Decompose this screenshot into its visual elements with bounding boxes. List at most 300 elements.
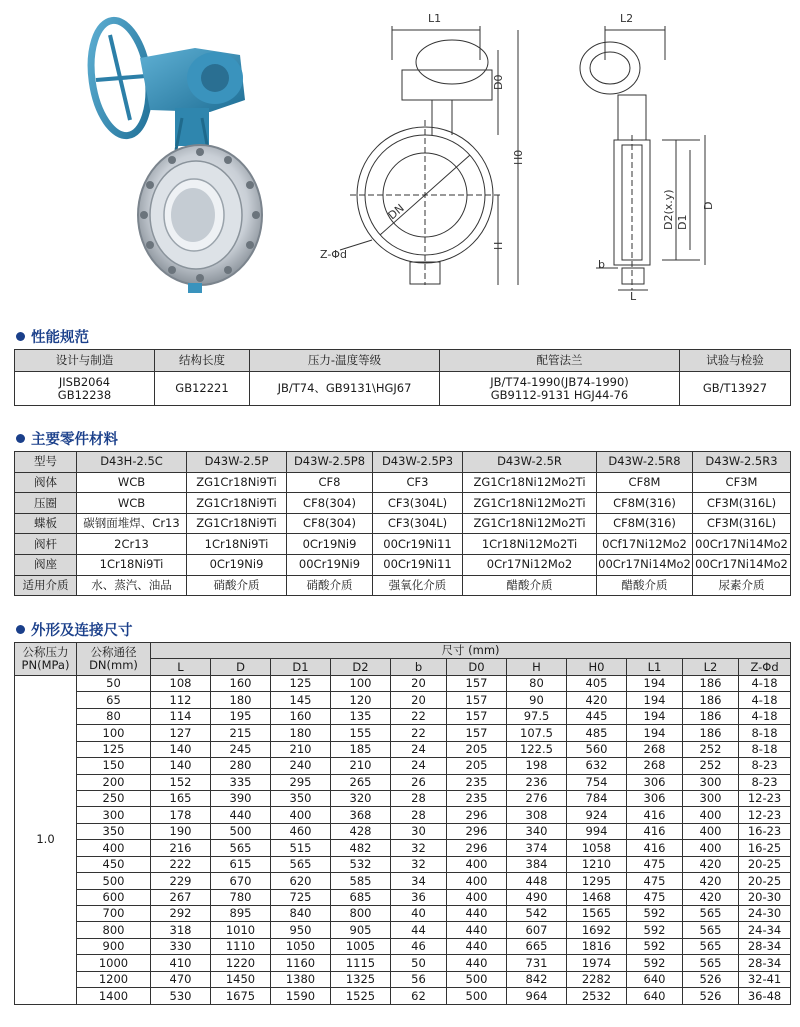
- dimension-cell: 97.5: [507, 708, 567, 724]
- dimension-cell: 12-23: [739, 790, 791, 806]
- dimension-cell: 1450: [211, 971, 271, 987]
- dimensions-row: [15, 741, 791, 757]
- materials-row: [15, 554, 791, 575]
- dimension-cell: 1565: [567, 906, 627, 922]
- dimension-cell: 240: [271, 758, 331, 774]
- materials-part-name: 阀座: [15, 554, 77, 575]
- dimension-cell: 994: [567, 823, 627, 839]
- dimension-cell: 1058: [567, 840, 627, 856]
- materials-cell: 1Cr18Ni9Ti: [187, 534, 287, 555]
- dimension-cell: 592: [627, 955, 683, 971]
- label-H: H: [492, 241, 505, 250]
- dimensions-row: [15, 758, 791, 774]
- dimension-cell: 1380: [271, 971, 331, 987]
- dimension-cell: 420: [683, 873, 739, 889]
- dimension-cell: 420: [567, 692, 627, 708]
- dimension-cell: 28-34: [739, 938, 791, 954]
- dimension-cell: 4-18: [739, 692, 791, 708]
- section-title-text: 主要零件材料: [31, 432, 118, 448]
- dimension-cell: 108: [151, 675, 211, 691]
- dimension-cell: 306: [627, 790, 683, 806]
- dn-value: 80: [77, 708, 151, 724]
- dimension-cell: 186: [683, 675, 739, 691]
- dimension-cell: 1210: [567, 856, 627, 872]
- dimension-column-header: D2: [331, 659, 391, 675]
- section-title-dimensions: [16, 619, 133, 640]
- dimension-cell: 1325: [331, 971, 391, 987]
- dimension-cell: 26: [391, 774, 447, 790]
- gearbox-icon: [140, 48, 245, 150]
- dimension-column-header: D0: [447, 659, 507, 675]
- dimension-cell: 400: [447, 856, 507, 872]
- materials-cell: ZG1Cr18Ni9Ti: [187, 513, 287, 534]
- dimension-column-header: L2: [683, 659, 739, 675]
- dimension-cell: 1692: [567, 922, 627, 938]
- materials-header-row: [15, 452, 791, 473]
- materials-cell: 0Cr17Ni12Mo2: [463, 554, 597, 575]
- materials-part-name: 蝶板: [15, 513, 77, 534]
- dimension-cell: 222: [151, 856, 211, 872]
- dimension-cell: 330: [151, 938, 211, 954]
- materials-cell: CF3(304L): [373, 493, 463, 514]
- dimension-column-header: D: [211, 659, 271, 675]
- dimension-cell: 485: [567, 725, 627, 741]
- dimensions-row: [15, 675, 791, 691]
- dimension-cell: 36-48: [739, 988, 791, 1004]
- dimension-cell: 127: [151, 725, 211, 741]
- materials-cell: 0Cr19Ni9: [287, 534, 373, 555]
- dn-value: 500: [77, 873, 151, 889]
- dimension-column-header: L: [151, 659, 211, 675]
- spec-cell: JISB2064 GB12238: [15, 372, 155, 406]
- dimension-cell: 440: [211, 807, 271, 823]
- materials-header-cell: D43H-2.5C: [77, 452, 187, 473]
- dimension-cell: 235: [447, 790, 507, 806]
- dimensions-row: [15, 889, 791, 905]
- materials-row: [15, 493, 791, 514]
- dimension-cell: 440: [447, 955, 507, 971]
- dimension-cell: 400: [271, 807, 331, 823]
- dimension-cell: 400: [683, 840, 739, 856]
- materials-cell: 00Cr19Ni11: [373, 554, 463, 575]
- materials-cell: CF8(304): [287, 493, 373, 514]
- dimension-cell: 195: [211, 708, 271, 724]
- materials-header-cell: D43W-2.5P: [187, 452, 287, 473]
- dimension-cell: 198: [507, 758, 567, 774]
- dimension-cell: 180: [271, 725, 331, 741]
- materials-part-name: 适用介质: [15, 575, 77, 596]
- dimension-cell: 800: [331, 906, 391, 922]
- dimension-cell: 80: [507, 675, 567, 691]
- dimension-cell: 632: [567, 758, 627, 774]
- dimension-cell: 640: [627, 988, 683, 1004]
- dimension-cell: 28: [391, 807, 447, 823]
- materials-cell: WCB: [77, 472, 187, 493]
- dimension-column-header: H: [507, 659, 567, 675]
- dimension-cell: 440: [447, 922, 507, 938]
- dimension-cell: 620: [271, 873, 331, 889]
- dimension-cell: 526: [683, 971, 739, 987]
- materials-cell: 2Cr13: [77, 534, 187, 555]
- materials-header-cell: D43W-2.5P8: [287, 452, 373, 473]
- dimension-cell: 1974: [567, 955, 627, 971]
- dimension-cell: 160: [271, 708, 331, 724]
- dimensions-row: [15, 840, 791, 856]
- dimensions-row: [15, 823, 791, 839]
- dimension-cell: 300: [683, 774, 739, 790]
- dimension-cell: 205: [447, 741, 507, 757]
- dimension-cell: 135: [331, 708, 391, 724]
- spec-header-cell: 结构长度: [155, 350, 250, 372]
- dn-value: 900: [77, 938, 151, 954]
- dimension-cell: 410: [151, 955, 211, 971]
- dimension-cell: 320: [331, 790, 391, 806]
- dimension-cell: 1816: [567, 938, 627, 954]
- dimension-cell: 500: [447, 988, 507, 1004]
- dimension-cell: 368: [331, 807, 391, 823]
- dimensions-row: [15, 938, 791, 954]
- valve-body-icon: [138, 145, 262, 293]
- dn-value: 700: [77, 906, 151, 922]
- dimension-cell: 140: [151, 758, 211, 774]
- dimension-cell: 400: [683, 823, 739, 839]
- dimension-cell: 607: [507, 922, 567, 938]
- bullet-icon: [16, 332, 25, 341]
- spec-data-row: [15, 372, 791, 406]
- dimension-cell: 296: [447, 807, 507, 823]
- materials-cell: 强氧化介质: [373, 575, 463, 596]
- dimension-column-header: H0: [567, 659, 627, 675]
- label-D1: D1: [676, 214, 689, 230]
- dimensions-row: [15, 790, 791, 806]
- dimensions-row: [15, 692, 791, 708]
- dimension-cell: 470: [151, 971, 211, 987]
- dimension-cell: 1525: [331, 988, 391, 1004]
- dimension-cell: 229: [151, 873, 211, 889]
- dimension-cell: 20-30: [739, 889, 791, 905]
- dimension-cell: 1160: [271, 955, 331, 971]
- dimension-cell: 186: [683, 708, 739, 724]
- dimension-cell: 20-25: [739, 873, 791, 889]
- dn-value: 250: [77, 790, 151, 806]
- dimension-cell: 46: [391, 938, 447, 954]
- dimension-cell: 565: [683, 955, 739, 971]
- materials-table: [14, 451, 791, 596]
- dimension-cell: 194: [627, 725, 683, 741]
- dimension-cell: 384: [507, 856, 567, 872]
- dimensions-row: [15, 708, 791, 724]
- dimension-column-header: D1: [271, 659, 331, 675]
- dimension-cell: 186: [683, 692, 739, 708]
- dimension-cell: 416: [627, 807, 683, 823]
- dimension-cell: 416: [627, 823, 683, 839]
- dimension-cell: 56: [391, 971, 447, 987]
- dimension-cell: 1468: [567, 889, 627, 905]
- dimensions-row: [15, 807, 791, 823]
- dimension-cell: 22: [391, 725, 447, 741]
- dimension-cell: 190: [151, 823, 211, 839]
- dn-value: 350: [77, 823, 151, 839]
- dimension-cell: 24: [391, 758, 447, 774]
- materials-cell: CF3M(316L): [693, 493, 791, 514]
- dimensions-row: [15, 922, 791, 938]
- dimension-cell: 155: [331, 725, 391, 741]
- dimension-cell: 2282: [567, 971, 627, 987]
- dimension-cell: 670: [211, 873, 271, 889]
- dimensions-row: [15, 873, 791, 889]
- dimension-cell: 4-18: [739, 708, 791, 724]
- dimension-cell: 428: [331, 823, 391, 839]
- materials-cell: ZG1Cr18Ni12Mo2Ti: [463, 513, 597, 534]
- dimension-cell: 178: [151, 807, 211, 823]
- materials-cell: CF8M(316): [597, 513, 693, 534]
- spec-cell: GB12221: [155, 372, 250, 406]
- materials-cell: CF8M: [597, 472, 693, 493]
- label-Z-d: Z-Φd: [320, 248, 347, 261]
- dimension-cell: 296: [447, 823, 507, 839]
- dimension-cell: 2532: [567, 988, 627, 1004]
- materials-header-cell: D43W-2.5R: [463, 452, 597, 473]
- dimension-cell: 210: [331, 758, 391, 774]
- dimension-cell: 400: [447, 889, 507, 905]
- dimension-cell: 292: [151, 906, 211, 922]
- label-D2xy: D2(x.y): [662, 189, 675, 230]
- label-D: D: [702, 201, 715, 210]
- materials-cell: CF3M: [693, 472, 791, 493]
- label-DN: DN: [385, 201, 407, 223]
- dimension-cell: 50: [391, 955, 447, 971]
- label-L2: L2: [620, 12, 634, 25]
- spec-table: [14, 349, 791, 406]
- materials-cell: 0Cr19Ni9: [187, 554, 287, 575]
- dimension-cell: 565: [683, 906, 739, 922]
- materials-row: [15, 513, 791, 534]
- dimension-cell: 112: [151, 692, 211, 708]
- dn-value: 200: [77, 774, 151, 790]
- dimension-cell: 28: [391, 790, 447, 806]
- dimension-cell: 205: [447, 758, 507, 774]
- dimension-cell: 267: [151, 889, 211, 905]
- label-L1: L1: [428, 12, 442, 25]
- dimension-cell: 390: [211, 790, 271, 806]
- dimension-cell: 36: [391, 889, 447, 905]
- dimension-cell: 276: [507, 790, 567, 806]
- dimension-cell: 236: [507, 774, 567, 790]
- dimension-cell: 1115: [331, 955, 391, 971]
- dimension-cell: 160: [211, 675, 271, 691]
- dimension-cell: 252: [683, 741, 739, 757]
- dimension-cell: 1010: [211, 922, 271, 938]
- dn-value: 400: [77, 840, 151, 856]
- materials-cell: 00Cr19Ni9: [287, 554, 373, 575]
- dimension-cell: 500: [447, 971, 507, 987]
- materials-cell: ZG1Cr18Ni9Ti: [187, 472, 287, 493]
- materials-cell: CF3(304L): [373, 513, 463, 534]
- dimension-cell: 440: [447, 938, 507, 954]
- dimension-cell: 16-25: [739, 840, 791, 856]
- dn-value: 150: [77, 758, 151, 774]
- dimension-cell: 194: [627, 692, 683, 708]
- dimension-cell: 34: [391, 873, 447, 889]
- section-title-text: 性能规范: [31, 330, 89, 346]
- materials-cell: CF8: [287, 472, 373, 493]
- dimensions-row: [15, 774, 791, 790]
- dn-value: 65: [77, 692, 151, 708]
- dimension-cell: 340: [507, 823, 567, 839]
- dimension-cell: 210: [271, 741, 331, 757]
- dimension-cell: 526: [683, 988, 739, 1004]
- dimension-cell: 32: [391, 856, 447, 872]
- dimension-column-header: b: [391, 659, 447, 675]
- label-b: b: [598, 258, 605, 271]
- dimension-cell: 731: [507, 955, 567, 971]
- valve-photo: [0, 0, 800, 305]
- materials-cell: 醋酸介质: [463, 575, 597, 596]
- dimension-cell: 405: [567, 675, 627, 691]
- dimension-cell: 1675: [211, 988, 271, 1004]
- dimension-cell: 165: [151, 790, 211, 806]
- dimension-cell: 32-41: [739, 971, 791, 987]
- materials-part-name: 压圈: [15, 493, 77, 514]
- dimension-cell: 592: [627, 938, 683, 954]
- spec-cell: JB/T74-1990(JB74-1990) GB9112-9131 HGJ44-76: [440, 372, 680, 406]
- dimension-cell: 245: [211, 741, 271, 757]
- dn-value: 600: [77, 889, 151, 905]
- dimension-cell: 62: [391, 988, 447, 1004]
- dn-value: 50: [77, 675, 151, 691]
- dimension-cell: 194: [627, 708, 683, 724]
- dimension-cell: 565: [683, 922, 739, 938]
- dimension-cell: 22: [391, 708, 447, 724]
- dimension-cell: 40: [391, 906, 447, 922]
- dimension-cell: 280: [211, 758, 271, 774]
- dimensions-row: [15, 906, 791, 922]
- dimension-cell: 754: [567, 774, 627, 790]
- section-title-materials: [16, 428, 118, 449]
- materials-header-cell: D43W-2.5P3: [373, 452, 463, 473]
- spec-cell: JB/T74、GB9131\HGJ67: [250, 372, 440, 406]
- dimension-cell: 12-23: [739, 807, 791, 823]
- dimension-cell: 842: [507, 971, 567, 987]
- dimensions-table: [14, 642, 791, 1005]
- dimension-cell: 640: [627, 971, 683, 987]
- dimension-cell: 24: [391, 741, 447, 757]
- dimension-cell: 100: [331, 675, 391, 691]
- materials-cell: ZG1Cr18Ni12Mo2Ti: [463, 493, 597, 514]
- pn-value: 1.0: [15, 675, 77, 1004]
- dimension-cell: 420: [683, 889, 739, 905]
- materials-cell: CF3M(316L): [693, 513, 791, 534]
- materials-cell: CF8M(316): [597, 493, 693, 514]
- materials-cell: 醋酸介质: [597, 575, 693, 596]
- dimension-cell: 152: [151, 774, 211, 790]
- dimension-cell: 475: [627, 889, 683, 905]
- materials-cell: 尿素介质: [693, 575, 791, 596]
- dimension-cell: 180: [211, 692, 271, 708]
- materials-cell: 水、蒸汽、油品: [77, 575, 187, 596]
- dimension-cell: 44: [391, 922, 447, 938]
- dimension-cell: 306: [627, 774, 683, 790]
- dimension-cell: 265: [331, 774, 391, 790]
- dimension-cell: 194: [627, 675, 683, 691]
- materials-cell: 硝酸介质: [187, 575, 287, 596]
- dimension-cell: 20: [391, 692, 447, 708]
- dimension-cell: 252: [683, 758, 739, 774]
- dimension-cell: 125: [271, 675, 331, 691]
- bullet-icon: [16, 625, 25, 634]
- dimension-cell: 24-34: [739, 922, 791, 938]
- materials-cell: 碳钢面堆焊、Cr13: [77, 513, 187, 534]
- materials-cell: ZG1Cr18Ni12Mo2Ti: [463, 472, 597, 493]
- dimension-cell: 400: [447, 873, 507, 889]
- materials-cell: 00Cr19Ni11: [373, 534, 463, 555]
- materials-cell: 硝酸介质: [287, 575, 373, 596]
- dimension-cell: 565: [211, 840, 271, 856]
- dimension-cell: 475: [627, 873, 683, 889]
- materials-header-cell: 型号: [15, 452, 77, 473]
- dimension-cell: 235: [447, 774, 507, 790]
- dimension-cell: 8-23: [739, 758, 791, 774]
- dimension-cell: 592: [627, 922, 683, 938]
- dimension-cell: 560: [567, 741, 627, 757]
- section-title-text: 外形及连接尺寸: [31, 623, 133, 639]
- dn-header: 公称通径 DN(mm): [77, 643, 151, 676]
- dimension-column-header: Z-Φd: [739, 659, 791, 675]
- dimension-cell: 318: [151, 922, 211, 938]
- dimension-cell: 157: [447, 692, 507, 708]
- dimension-cell: 24-30: [739, 906, 791, 922]
- dimension-cell: 1220: [211, 955, 271, 971]
- dn-value: 100: [77, 725, 151, 741]
- dimension-cell: 8-23: [739, 774, 791, 790]
- dimension-cell: 1110: [211, 938, 271, 954]
- materials-row: [15, 534, 791, 555]
- spec-header-cell: 设计与制造: [15, 350, 155, 372]
- dimension-cell: 1295: [567, 873, 627, 889]
- dimension-cell: 592: [627, 906, 683, 922]
- dimension-cell: 16-23: [739, 823, 791, 839]
- spec-header-row: [15, 350, 791, 372]
- dimension-cell: 157: [447, 675, 507, 691]
- dimension-cell: 295: [271, 774, 331, 790]
- dimension-cell: 924: [567, 807, 627, 823]
- dimension-cell: 157: [447, 708, 507, 724]
- dimension-cell: 532: [331, 856, 391, 872]
- dimension-cell: 216: [151, 840, 211, 856]
- dimension-cell: 157: [447, 725, 507, 741]
- dimension-cell: 374: [507, 840, 567, 856]
- dimensions-row: [15, 971, 791, 987]
- dimension-cell: 268: [627, 758, 683, 774]
- materials-cell: WCB: [77, 493, 187, 514]
- dimension-cell: 500: [211, 823, 271, 839]
- materials-part-name: 阀体: [15, 472, 77, 493]
- materials-part-name: 阀杆: [15, 534, 77, 555]
- dimension-cell: 114: [151, 708, 211, 724]
- dimensions-row: [15, 955, 791, 971]
- section-title-spec: [16, 326, 89, 347]
- dn-value: 1000: [77, 955, 151, 971]
- materials-cell: 00Cr17Ni14Mo2: [693, 554, 791, 575]
- dimension-cell: 440: [447, 906, 507, 922]
- figures-area: [0, 0, 800, 305]
- dimension-cell: 905: [331, 922, 391, 938]
- dimensions-row: [15, 988, 791, 1004]
- dimension-cell: 784: [567, 790, 627, 806]
- dimension-cell: 665: [507, 938, 567, 954]
- dimension-cell: 615: [211, 856, 271, 872]
- dimension-cell: 840: [271, 906, 331, 922]
